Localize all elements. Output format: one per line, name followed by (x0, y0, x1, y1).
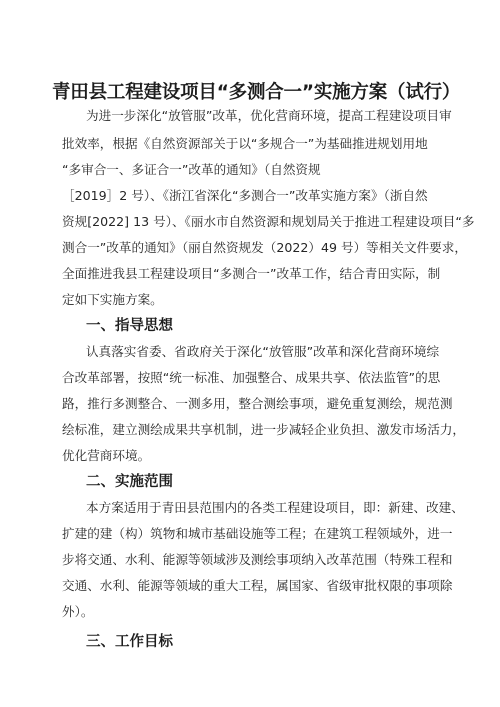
section-line: 扩建的建（构）筑物和城市基础设施等工程；在建筑工程领域外，进一 (62, 526, 453, 541)
intro-line: “多审合一、多证合一”改革的通知》（自然资规 (62, 162, 321, 177)
section-line: 路，推行多测整合、一测多用，整合测绘事项，避免重复测绘，规范测 (62, 396, 453, 411)
document-title: 青田县工程建设项目“多测合一”实施方案（试行） (52, 82, 461, 103)
intro-line: 资规[2022] 13 号）、《丽水市自然资源和规划局关于推进工程建设项目“多 (62, 214, 475, 229)
section-line: 交通、水利、能源等领域的重大工程，属国家、省级审批权限的事项除 (62, 578, 453, 593)
section-line: 绘标准，建立测绘成果共享机制，进一步减轻企业负担、激发市场活力， (62, 422, 465, 437)
intro-line: 全面推进我县工程建设项目“多测合一”改革工作，结合青田实际，制 (62, 266, 441, 281)
section-line: 认真落实省委、省政府关于深化“放管服”改革和深化营商环境综 (86, 344, 440, 359)
section-heading: 三、工作目标 (86, 634, 173, 650)
intro-line: 为进一步深化“放管服”改革，优化营商环境，提高工程建设项目审 (86, 108, 452, 123)
section-line: 步将交通、水利、能源等领域涉及测绘事项纳入改革范围（特殊工程和 (62, 552, 453, 567)
section-line: 优化营商环境。 (62, 448, 151, 463)
intro-line: 定如下实施方案。 (62, 292, 163, 307)
section-heading: 二、实施范围 (86, 474, 173, 490)
intro-line: ［2019］2 号）、《浙江省深化“多测合一”改革实施方案》（浙自然 (62, 188, 428, 203)
intro-line: 批效率，根据《自然资源部关于以“多规合一”为基础推进规划用地 (62, 136, 428, 151)
section-heading: 一、指导思想 (86, 318, 173, 334)
section-line: 本方案适用于青田县范围内的各类工程建设项目，即：新建、改建、 (86, 500, 464, 515)
section-line: 合改革部署，按照“统一标准、加强整合、成果共享、依法监管”的思 (62, 370, 441, 385)
section-line: 外）。 (62, 604, 94, 619)
intro-line: 测合一”改革的通知》（丽自然资规发（2022）49 号）等相关文件要求， (62, 240, 467, 255)
